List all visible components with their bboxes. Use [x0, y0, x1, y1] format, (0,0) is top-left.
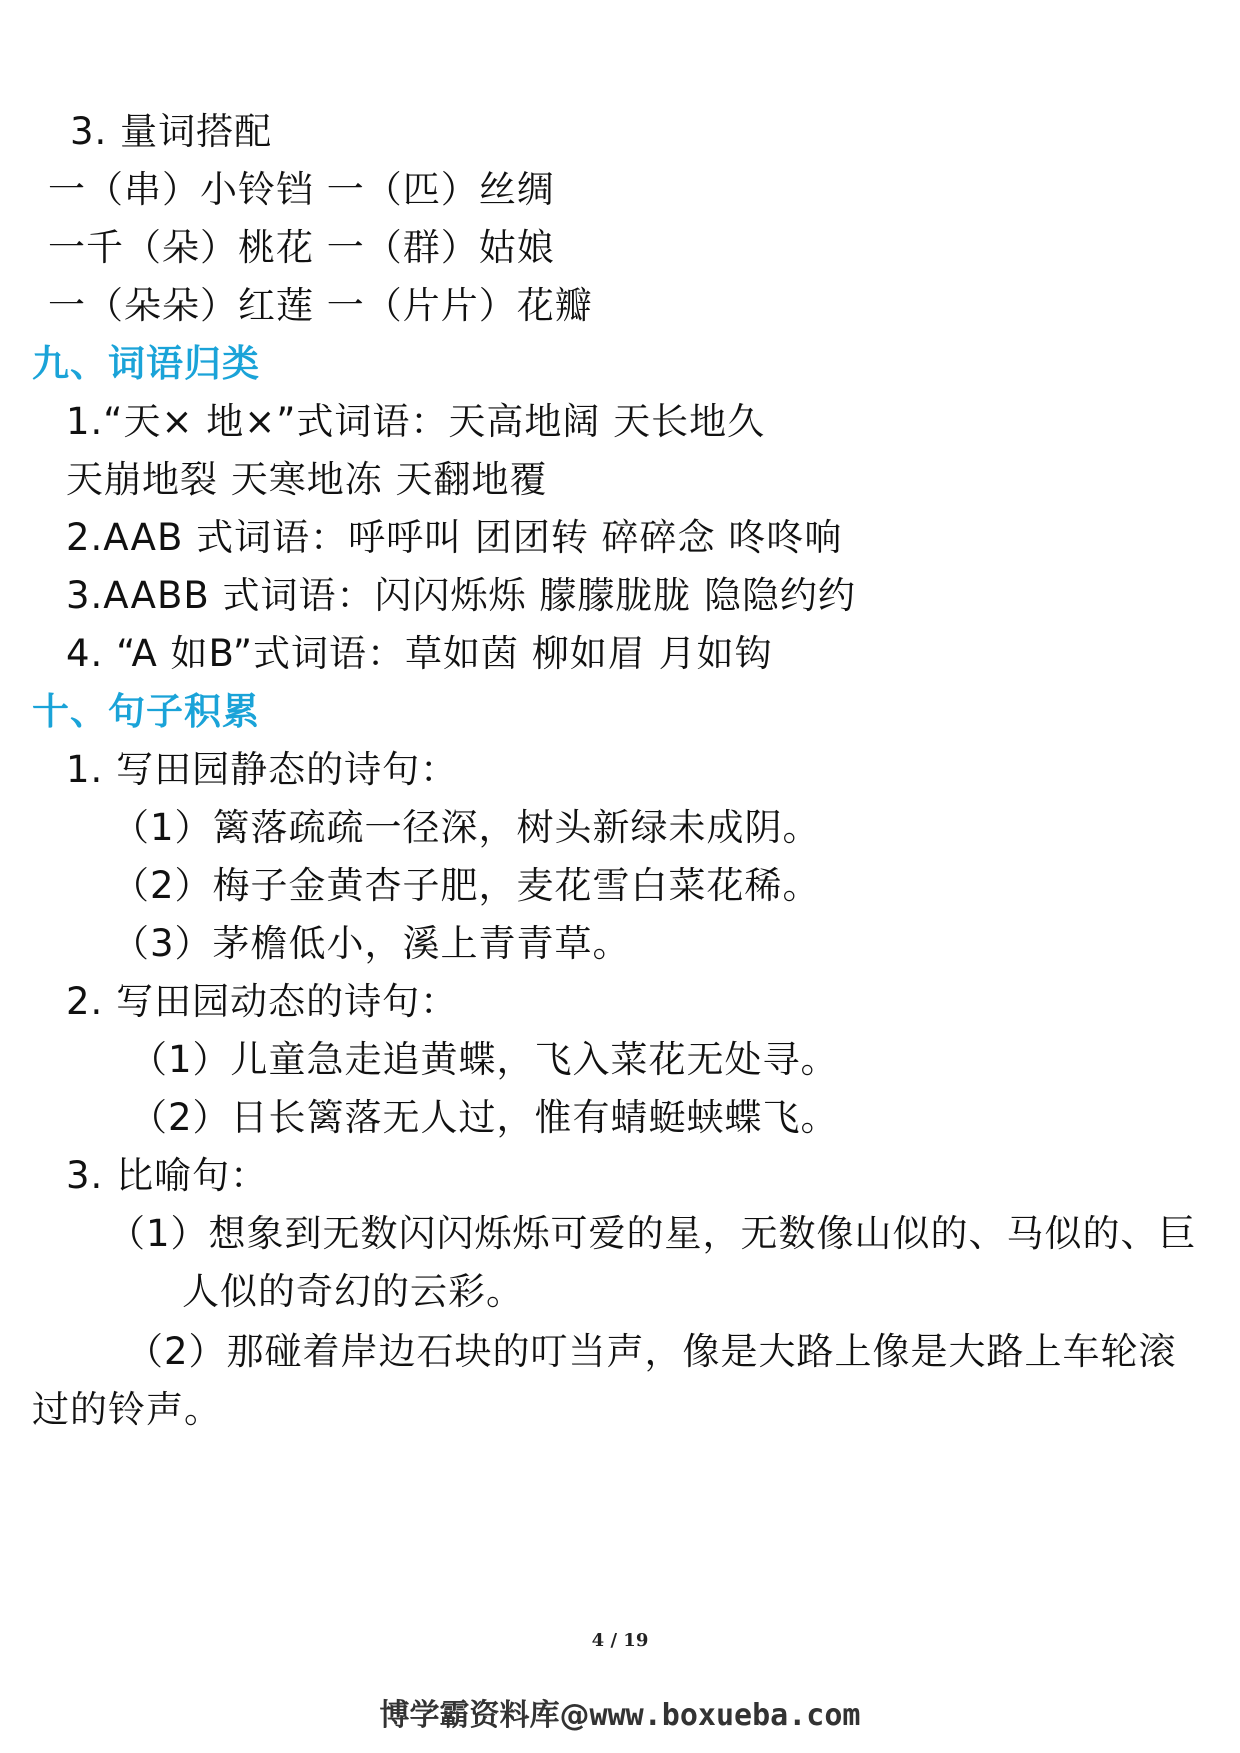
sentence-item-3-1: （1）想象到无数闪闪烁烁可爱的星，无数像山似的、马似的、巨	[108, 1212, 1197, 1255]
watermark-url: www.boxueba.com	[589, 1698, 861, 1733]
measure-word-line-1: 一（串）小铃铛 一（匹）丝绸	[48, 168, 555, 211]
sentence-item-1-3: （3）茅檐低小，溪上青青草。	[112, 922, 631, 965]
word-class-item-4: 4. “A 如B”式词语：草如茵 柳如眉 月如钩	[66, 632, 773, 675]
sentence-item-1-1: （1）篱落疏疏一径深，树头新绿未成阴。	[112, 806, 821, 849]
sentence-item-3-2: （2）那碰着岸边石块的叮当声，像是大路上像是大路上车轮滚	[126, 1330, 1177, 1373]
watermark	[0, 1690, 1240, 1734]
section-heading-word-classification: 九、词语归类	[32, 342, 260, 385]
sentence-item-2-2: （2）日长篱落无人过，惟有蜻蜓蛱蝶飞。	[130, 1096, 839, 1139]
measure-word-line-3: 一（朵朵）红莲 一（片片）花瓣	[48, 284, 593, 327]
watermark-name: 博学霸资料库@	[379, 1698, 590, 1733]
sentence-item-3-1-cont: 人似的奇幻的云彩。	[182, 1270, 524, 1313]
sentence-item-2-1: （1）儿童急走追黄蝶，飞入菜花无处寻。	[130, 1038, 839, 1081]
sentence-item-1-2: （2）梅子金黄杏子肥，麦花雪白菜花稀。	[112, 864, 821, 907]
sentence-item-3-2-cont: 过的铃声。	[32, 1388, 222, 1431]
word-class-item-3: 3.AABB 式词语：闪闪烁烁 朦朦胧胧 隐隐约约	[66, 574, 857, 617]
word-class-item-1-cont: 天崩地裂 天寒地冻 天翻地覆	[66, 458, 548, 501]
measure-word-title: 3. 量词搭配	[70, 110, 273, 153]
sentence-item-2-title: 2. 写田园动态的诗句：	[66, 980, 459, 1023]
section-heading-sentence-accumulation: 十、句子积累	[32, 690, 260, 733]
sentence-item-1-title: 1. 写田园静态的诗句：	[66, 748, 459, 791]
word-class-item-2: 2.AAB 式词语：呼呼叫 团团转 碎碎念 咚咚响	[66, 516, 843, 559]
measure-word-line-2: 一千（朵）桃花 一（群）姑娘	[48, 226, 555, 269]
page-number: 4 / 19	[591, 1630, 649, 1651]
word-class-item-1: 1.“天× 地×”式词语：天高地阔 天长地久	[66, 400, 766, 443]
sentence-item-3-title: 3. 比喻句：	[66, 1154, 269, 1197]
